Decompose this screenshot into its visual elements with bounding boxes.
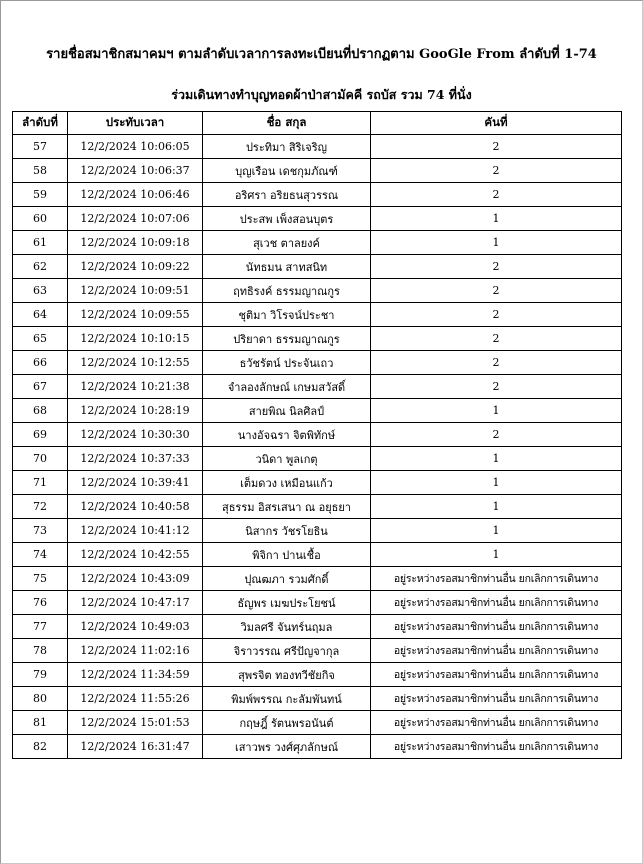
- bus-number-cell: 2: [371, 327, 622, 351]
- timestamp-cell: 12/2/2024 10:30:30: [68, 423, 203, 447]
- full-name-cell: ปุณฒภา รวมศักดิ์: [203, 567, 371, 591]
- bus-number-cell: อยู่ระหว่างรอสมาชิกท่านอื่น ยกเลิกการเดินทาง: [371, 591, 622, 615]
- full-name-cell: เต็มดวง เหมือนแก้ว: [203, 471, 371, 495]
- order-number-cell: 69: [13, 423, 68, 447]
- full-name-cell: อริศรา อริยธนสุวรรณ: [203, 183, 371, 207]
- timestamp-cell: 12/2/2024 10:28:19: [68, 399, 203, 423]
- table-row: [13, 663, 622, 687]
- bus-number-cell: อยู่ระหว่างรอสมาชิกท่านอื่น ยกเลิกการเดินทาง: [371, 639, 622, 663]
- full-name-cell: นัทธมน สาทสนิท: [203, 255, 371, 279]
- table-row: [13, 711, 622, 735]
- timestamp-cell: 12/2/2024 10:37:33: [68, 447, 203, 471]
- bus-number-cell: 2: [371, 423, 622, 447]
- table-row: [13, 735, 622, 759]
- bus-number-cell: 1: [371, 519, 622, 543]
- table-row: [13, 327, 622, 351]
- header-bus-number: คันที่: [371, 112, 622, 135]
- full-name-cell: นางอัจฉรา จิตพิทักษ์: [203, 423, 371, 447]
- table-row: [13, 567, 622, 591]
- order-number-cell: 62: [13, 255, 68, 279]
- table-row: [13, 687, 622, 711]
- table-row: [13, 207, 622, 231]
- table-body: [13, 135, 622, 759]
- table-row: [13, 591, 622, 615]
- order-number-cell: 68: [13, 399, 68, 423]
- order-number-cell: 78: [13, 639, 68, 663]
- timestamp-cell: 12/2/2024 10:42:55: [68, 543, 203, 567]
- order-number-cell: 63: [13, 279, 68, 303]
- full-name-cell: ฤทธิรงค์ ธรรมญาณกูร: [203, 279, 371, 303]
- order-number-cell: 59: [13, 183, 68, 207]
- table-row: [13, 255, 622, 279]
- full-name-cell: สุพรจิต ทองทวีชัยกิจ: [203, 663, 371, 687]
- order-number-cell: 81: [13, 711, 68, 735]
- order-number-cell: 67: [13, 375, 68, 399]
- timestamp-cell: 12/2/2024 10:09:51: [68, 279, 203, 303]
- bus-number-cell: 1: [371, 471, 622, 495]
- order-number-cell: 80: [13, 687, 68, 711]
- table-row: [13, 375, 622, 399]
- document-title: รายชื่อสมาชิกสมาคมฯ ตามลำดับเวลาการลงทะเบียนที่ปรากฏตาม GooGle From ลำดับที่ 1-74: [46, 47, 597, 62]
- full-name-cell: พิจิกา ปานเชื้อ: [203, 543, 371, 567]
- timestamp-cell: 12/2/2024 10:47:17: [68, 591, 203, 615]
- full-name-cell: จิราวรรณ ศรีปัญจากุล: [203, 639, 371, 663]
- full-name-cell: ปริยาดา ธรรมญาณกูร: [203, 327, 371, 351]
- timestamp-cell: 12/2/2024 10:39:41: [68, 471, 203, 495]
- document-subtitle: ร่วมเดินทางทำบุญทอดผ้าป่าสามัคคี รถบัส รวม 74 ที่นั่ง: [171, 87, 472, 102]
- order-number-cell: 76: [13, 591, 68, 615]
- order-number-cell: 73: [13, 519, 68, 543]
- timestamp-cell: 12/2/2024 11:02:16: [68, 639, 203, 663]
- bus-number-cell: อยู่ระหว่างรอสมาชิกท่านอื่น ยกเลิกการเดินทาง: [371, 711, 622, 735]
- order-number-cell: 72: [13, 495, 68, 519]
- timestamp-cell: 12/2/2024 15:01:53: [68, 711, 203, 735]
- bus-number-cell: 2: [371, 279, 622, 303]
- order-number-cell: 82: [13, 735, 68, 759]
- order-number-cell: 77: [13, 615, 68, 639]
- order-number-cell: 64: [13, 303, 68, 327]
- table-row: [13, 423, 622, 447]
- order-number-cell: 61: [13, 231, 68, 255]
- table-row: [13, 183, 622, 207]
- header-timestamp: ประทับเวลา: [68, 112, 203, 135]
- timestamp-cell: 12/2/2024 10:41:12: [68, 519, 203, 543]
- table-row: [13, 231, 622, 255]
- table-row: [13, 447, 622, 471]
- timestamp-cell: 12/2/2024 10:06:37: [68, 159, 203, 183]
- full-name-cell: สุธรรม อิสรเสนา ณ อยุธยา: [203, 495, 371, 519]
- bus-number-cell: 2: [371, 183, 622, 207]
- full-name-cell: นิสากร วัชรโยธิน: [203, 519, 371, 543]
- timestamp-cell: 12/2/2024 11:55:26: [68, 687, 203, 711]
- bus-number-cell: อยู่ระหว่างรอสมาชิกท่านอื่น ยกเลิกการเดินทาง: [371, 663, 622, 687]
- order-number-cell: 60: [13, 207, 68, 231]
- full-name-cell: จำลองลักษณ์ เกษมสวัสดิ์: [203, 375, 371, 399]
- full-name-cell: กฤษฎิ์ รัตนพรอนันต์: [203, 711, 371, 735]
- header-order-number: ลำดับที่: [13, 112, 68, 135]
- table-row: [13, 135, 622, 159]
- bus-number-cell: 2: [371, 375, 622, 399]
- order-number-cell: 74: [13, 543, 68, 567]
- table-row: [13, 639, 622, 663]
- bus-number-cell: อยู่ระหว่างรอสมาชิกท่านอื่น ยกเลิกการเดินทาง: [371, 735, 622, 759]
- full-name-cell: ธัญพร เมฆประโยชน์: [203, 591, 371, 615]
- full-name-cell: วิมลศรี จันทร์นฤมล: [203, 615, 371, 639]
- full-name-cell: วนิดา พูลเกตุ: [203, 447, 371, 471]
- full-name-cell: บุญเรือน เดชกุมภัณฑ์: [203, 159, 371, 183]
- full-name-cell: สุเวช ตาลยงค์: [203, 231, 371, 255]
- timestamp-cell: 12/2/2024 16:31:47: [68, 735, 203, 759]
- order-number-cell: 57: [13, 135, 68, 159]
- registration-table: [12, 111, 622, 759]
- bus-number-cell: 2: [371, 135, 622, 159]
- table-row: [13, 399, 622, 423]
- timestamp-cell: 12/2/2024 10:49:03: [68, 615, 203, 639]
- bus-number-cell: อยู่ระหว่างรอสมาชิกท่านอื่น ยกเลิกการเดินทาง: [371, 615, 622, 639]
- timestamp-cell: 12/2/2024 10:43:09: [68, 567, 203, 591]
- bus-number-cell: อยู่ระหว่างรอสมาชิกท่านอื่น ยกเลิกการเดินทาง: [371, 567, 622, 591]
- table-row: [13, 279, 622, 303]
- header-full-name: ชื่อ สกุล: [203, 112, 371, 135]
- table-row: [13, 495, 622, 519]
- full-name-cell: พิมพ์พรรณ กะลัมพันทน์: [203, 687, 371, 711]
- timestamp-cell: 12/2/2024 10:40:58: [68, 495, 203, 519]
- full-name-cell: ประสพ เพ็งสอนบุตร: [203, 207, 371, 231]
- full-name-cell: เสาวพร วงศ์ศุภลักษณ์: [203, 735, 371, 759]
- table-row: [13, 615, 622, 639]
- bus-number-cell: อยู่ระหว่างรอสมาชิกท่านอื่น ยกเลิกการเดินทาง: [371, 687, 622, 711]
- timestamp-cell: 12/2/2024 10:07:06: [68, 207, 203, 231]
- bus-number-cell: 1: [371, 447, 622, 471]
- bus-number-cell: 1: [371, 207, 622, 231]
- timestamp-cell: 12/2/2024 10:06:46: [68, 183, 203, 207]
- bus-number-cell: 2: [371, 303, 622, 327]
- bus-number-cell: 2: [371, 351, 622, 375]
- full-name-cell: สายพิณ นิลศิลป์: [203, 399, 371, 423]
- full-name-cell: ชุติมา วิโรจน์ประชา: [203, 303, 371, 327]
- order-number-cell: 58: [13, 159, 68, 183]
- timestamp-cell: 12/2/2024 10:09:22: [68, 255, 203, 279]
- order-number-cell: 66: [13, 351, 68, 375]
- bus-number-cell: 2: [371, 255, 622, 279]
- timestamp-cell: 12/2/2024 10:09:55: [68, 303, 203, 327]
- order-number-cell: 65: [13, 327, 68, 351]
- full-name-cell: ธวัชรัตน์ ประจันเถว: [203, 351, 371, 375]
- timestamp-cell: 12/2/2024 10:10:15: [68, 327, 203, 351]
- bus-number-cell: 1: [371, 231, 622, 255]
- order-number-cell: 79: [13, 663, 68, 687]
- table-header: [13, 112, 622, 135]
- timestamp-cell: 12/2/2024 11:34:59: [68, 663, 203, 687]
- timestamp-cell: 12/2/2024 10:21:38: [68, 375, 203, 399]
- order-number-cell: 71: [13, 471, 68, 495]
- timestamp-cell: 12/2/2024 10:09:18: [68, 231, 203, 255]
- bus-number-cell: 1: [371, 543, 622, 567]
- order-number-cell: 75: [13, 567, 68, 591]
- full-name-cell: ประทิมา สิริเจริญ: [203, 135, 371, 159]
- table-row: [13, 303, 622, 327]
- timestamp-cell: 12/2/2024 10:06:05: [68, 135, 203, 159]
- table-row: [13, 471, 622, 495]
- timestamp-cell: 12/2/2024 10:12:55: [68, 351, 203, 375]
- table-row: [13, 351, 622, 375]
- bus-number-cell: 1: [371, 399, 622, 423]
- bus-number-cell: 2: [371, 159, 622, 183]
- order-number-cell: 70: [13, 447, 68, 471]
- table-header-row: [13, 112, 622, 135]
- table-row: [13, 543, 622, 567]
- table-row: [13, 159, 622, 183]
- table-row: [13, 519, 622, 543]
- bus-number-cell: 1: [371, 495, 622, 519]
